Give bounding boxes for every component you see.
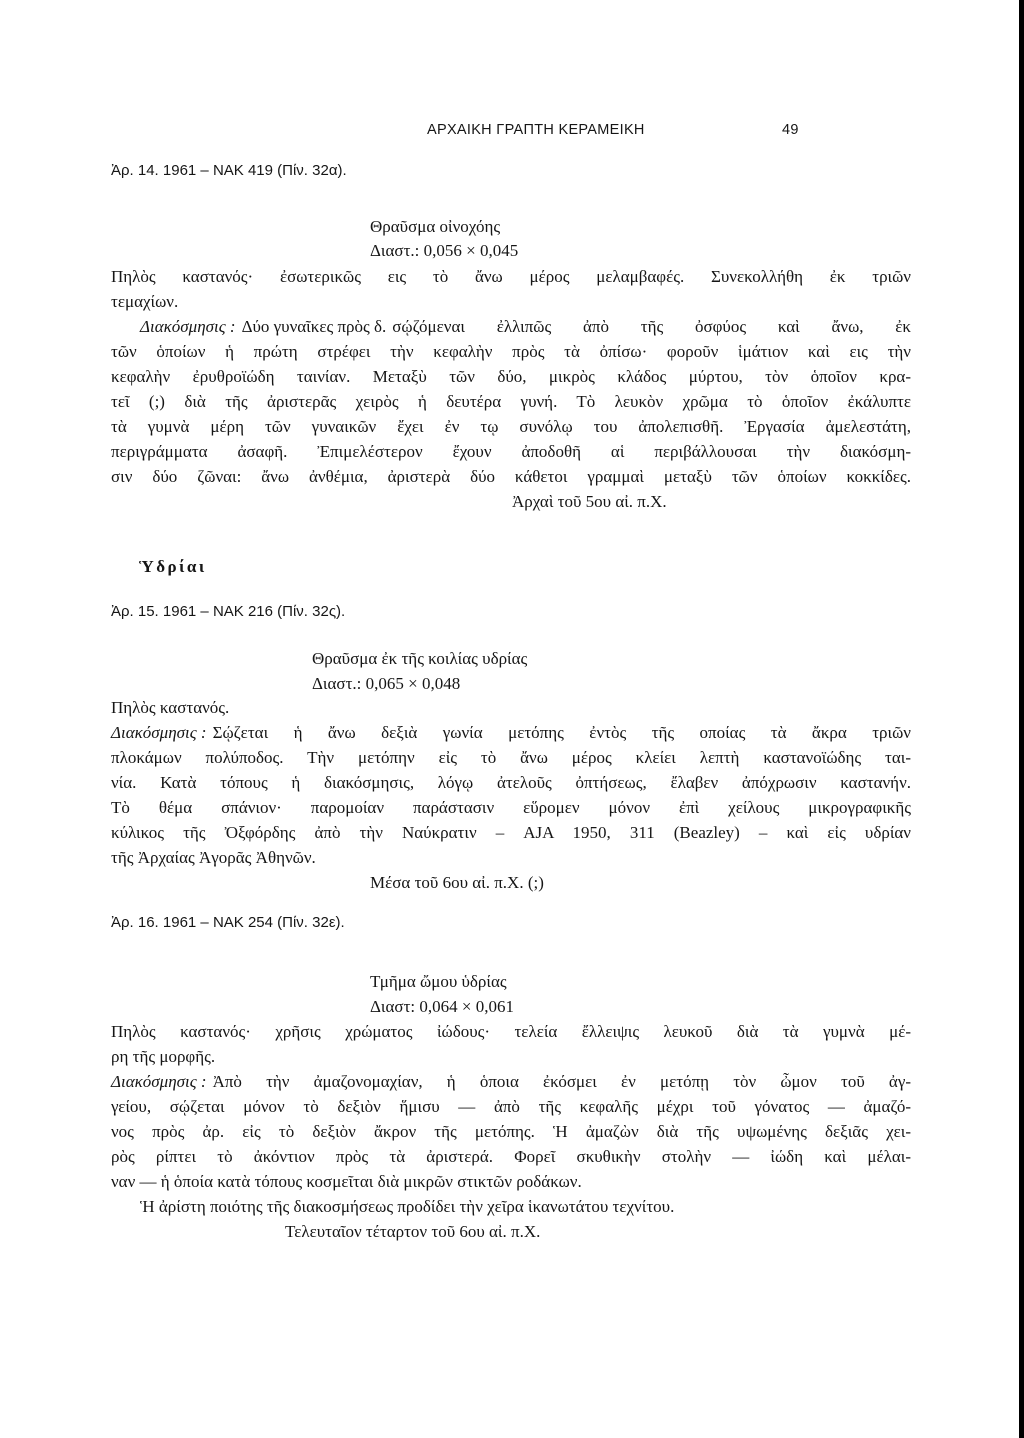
entry-16-dimensions: Διαστ: 0,064 × 0,061 <box>370 997 514 1016</box>
entry-16-line: ρὸς ρίπτει τὸ ἀκόντιον πρὸς τὰ ἀριστερά. Φορεῖ σκυθικὴν στολὴν — ἰώδη καὶ μέλαι- <box>111 1147 911 1166</box>
entry-15-decoration-line <box>111 722 911 744</box>
entry-14-line: σιν δύο ζῶναι: ἄνω ἀνθέμια, ἀριστερὰ δύο κάθετοι γραμμαὶ μεταξὺ τῶν ὁποίων κοκκίδες. <box>111 467 911 486</box>
entry-14-line: περιγράμματα ἀσαφῆ. Ἐπιμελέστερον ἔχουν ἀποδοθῆ αἱ περιβάλλουσαι τὴν διακόσμη- <box>111 442 911 461</box>
entry-15-line: πλοκάμων πολύποδος. Τὴν μετόπην εἰς τὸ ἄνω μέρος κλείει λεπτὴ καστανοϊώδης ται- <box>111 748 911 767</box>
entry-15-clay: Πηλὸς καστανός. <box>111 698 230 717</box>
entry-16-clay-line: ρη τῆς μορφῆς. <box>111 1047 216 1066</box>
entry-14-line: σῴζόμεναι ἐλλιπῶς ἀπὸ τῆς ὀσφύος καὶ ἄνω, ἐκ <box>392 317 911 336</box>
entry-14-decoration-label: Διακόσμησις : <box>140 317 236 336</box>
entry-14-line: τῶν ὁποίων ἡ πρώτη στρέφει τὴν κεφαλὴν πρὸς τὰ ὀπίσω· φοροῦν ἱμάτιον καὶ εις τὴν <box>111 342 911 361</box>
entry-15-reference: Ἀρ. 15. 1961 – ΝΑΚ 216 (Πίν. 32ς). <box>111 603 346 620</box>
entry-16-line: γείου, σῴζεται μόνον τὸ δεξιὸν ἥμισυ — ἀπὸ τῆς κεφαλῆς μέχρι τοῦ γόνατος — ἀμαζό- <box>111 1097 911 1116</box>
entry-14-reference: Ἀρ. 14. 1961 – ΝΑΚ 419 (Πίν. 32α). <box>111 162 347 179</box>
entry-16-reference: Ἀρ. 16. 1961 – ΝΑΚ 254 (Πίν. 32ε). <box>111 914 345 931</box>
entry-14-title: Θραῦσμα οἰνοχόης <box>370 217 501 236</box>
entry-14-line: τεῖ (;) διὰ τῆς ἀριστερᾶς χειρὸς ἡ δευτέρα γυνή. Τὸ λευκὸν χρῶμα τὸ ὁποῖον ἐκάλυπτε <box>111 392 911 411</box>
running-title: ΑΡΧΑΙΚΗ ΓΡΑΠΤΗ ΚΕΡΑΜΕΙΚΗ <box>427 122 645 138</box>
entry-15-line: Τὸ θέμα σπάνιον· παρομοίαν παράστασιν εὕρομεν μόνον ἐπὶ χείλους μικρογραφικῆς <box>111 798 911 817</box>
entry-14-date: Ἀρχαὶ τοῦ 5ου αἰ. π.Χ. <box>512 492 667 511</box>
entry-16-line: νος πρὸς ἀρ. εἰς τὸ δεξιὸν ἄκρον τῆς μετόπης. Ἡ ἀμαζὼν διὰ τῆς υψωμένης δεξιᾶς χει- <box>111 1122 911 1141</box>
entry-16-decoration-label: Διακόσμησις : <box>111 1072 207 1091</box>
entry-15-line: νία. Κατὰ τόπους ἡ διακόσμησις, λόγῳ ἀτελοῦς ὀπτήσεως, ἔλαβεν ἀπόχρωσιν καστανήν. <box>111 773 911 792</box>
entry-15-dimensions: Διαστ.: 0,065 × 0,048 <box>312 674 461 693</box>
entry-14-decoration-line <box>140 316 911 338</box>
entry-15-title: Θραῦσμα ἐκ τῆς κοιλίας υδρίας <box>312 649 528 668</box>
scan-edge-strip <box>1019 0 1024 1438</box>
entry-16-line: Ἀπὸ τὴν ἀμαζονομαχίαν, ἡ ὁποια ἐκόσμει ἐν μετόπῃ τὸν ὦμον τοῦ ἀγ- <box>212 1072 911 1091</box>
entry-15-line: Σῴζεται ἡ ἄνω δεξιὰ γωνία μετόπης ἐντὸς τῆς οποίας τὰ ἄκρα τριῶν <box>212 723 911 742</box>
entry-15-decoration-label: Διακόσμησις : <box>111 723 207 742</box>
entry-16-clay-line: Πηλὸς καστανός· χρῆσις χρώματος ἰώδους· τελεία ἔλλειψις λευκοῦ διὰ τὰ γυμνὰ μέ- <box>111 1022 911 1041</box>
entry-15-line: κύλικος τῆς Ὀξφόρδης ἀπὸ τὴν Ναύκρατιν – AJA 1950, 311 (Beazley) – καὶ εἰς υδρίαν <box>111 823 911 842</box>
section-heading: Ὑδρίαι <box>139 557 207 576</box>
entry-15-line: τῆς Ἀρχαίας Ἀγορᾶς Ἀθηνῶν. <box>111 848 316 867</box>
entry-15-date: Μέσα τοῦ 6ου αἰ. π.Χ. (;) <box>370 873 544 892</box>
entry-16-line: ναν — ἡ ὁποία κατὰ τόπους κοσμεῖται διὰ μικρῶν στικτῶν ροδάκων. <box>111 1172 582 1191</box>
entry-14-dimensions: Διαστ.: 0,056 × 0,045 <box>370 241 519 260</box>
entry-14-decoration-text: Δύο γυναῖκες πρὸς δ. <box>241 317 387 336</box>
entry-14-line: τεμαχίων. <box>111 292 179 311</box>
page-number: 49 <box>782 122 799 138</box>
entry-14-line: κεφαλὴν ἐρυθροϊώδη ταινίαν. Μεταξὺ τῶν δύο, μικρὸς κλάδος μύρτου, τὸν ὁποῖον κρα- <box>111 367 911 386</box>
entry-16-line: Ἡ ἀρίστη ποιότης τῆς διακοσμήσεως προδίδει τὴν χεῖρα ἱκανωτάτου τεχνίτου. <box>140 1197 675 1216</box>
entry-14-line: τὰ γυμνὰ μέρη τῶν γυναικῶν ἔχει ἐν τῳ συνόλῳ του ἀπολεπισθῆ. Ἐργασία ἀμελεστάτη, <box>111 417 911 436</box>
entry-16-date: Τελευταῖον τέταρτον τοῦ 6ου αἰ. π.Χ. <box>285 1222 541 1241</box>
entry-16-title: Τμῆμα ὤμου ὑδρίας <box>370 972 507 991</box>
entry-16-decoration-line <box>111 1071 911 1093</box>
entry-14-line: Πηλὸς καστανός· ἐσωτερικῶς εις τὸ ἄνω μέρος μελαμβαφές. Συνεκολλήθη ἐκ τριῶν <box>111 267 911 286</box>
